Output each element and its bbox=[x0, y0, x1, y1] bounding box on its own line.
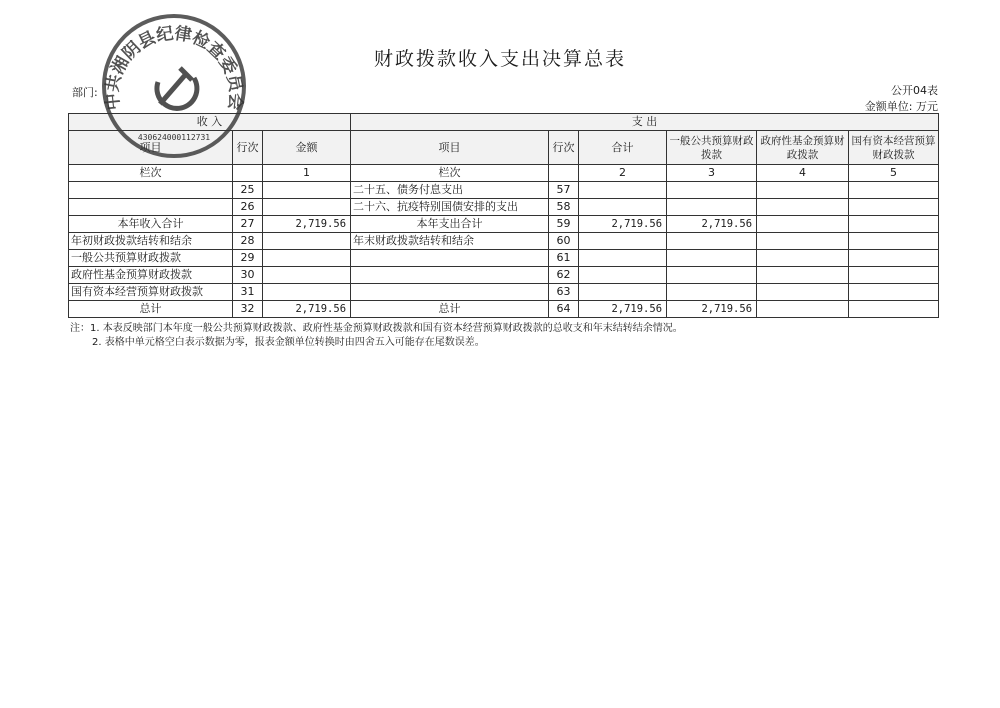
expense-total bbox=[579, 250, 667, 267]
general-budget-amount bbox=[667, 284, 757, 301]
state-capital-amount bbox=[849, 216, 939, 233]
gov-fund-amount bbox=[757, 216, 849, 233]
income-amount bbox=[263, 199, 351, 216]
expense-line: 60 bbox=[549, 233, 579, 250]
table-row bbox=[69, 182, 939, 199]
col-index: 2 bbox=[579, 165, 667, 182]
lanci-blank bbox=[233, 165, 263, 182]
expense-total bbox=[579, 233, 667, 250]
table-row bbox=[69, 301, 939, 318]
expense-total bbox=[579, 199, 667, 216]
gov-fund-amount bbox=[757, 199, 849, 216]
expense-item: 二十六、抗疫特别国债安排的支出 bbox=[351, 199, 549, 216]
header-expense-item: 项目 bbox=[351, 131, 549, 165]
seal-number: 430624000112731 bbox=[137, 133, 211, 142]
gov-fund-amount bbox=[757, 233, 849, 250]
general-budget-amount: 2,719.56 bbox=[667, 301, 757, 318]
footnote-line: 2. 表格中单元格空白表示数据为零，报表金额单位转换时由四舍五入可能存在尾数误差。 bbox=[92, 337, 485, 348]
amount-unit: 金额单位: 万元 bbox=[864, 100, 938, 113]
expense-item bbox=[351, 250, 549, 267]
income-amount bbox=[263, 267, 351, 284]
report-title: 财政拨款收入支出决算总表 bbox=[373, 48, 626, 70]
table-row bbox=[69, 233, 939, 250]
income-line: 28 bbox=[233, 233, 263, 250]
general-budget-amount bbox=[667, 199, 757, 216]
gov-fund-amount bbox=[757, 301, 849, 318]
income-amount bbox=[263, 284, 351, 301]
expense-total bbox=[579, 284, 667, 301]
income-header: 收 入 bbox=[69, 114, 351, 131]
gov-fund-amount bbox=[757, 182, 849, 199]
state-capital-amount bbox=[849, 250, 939, 267]
header-income-line: 行次 bbox=[233, 131, 263, 165]
gov-fund-amount bbox=[757, 267, 849, 284]
income-item: 总计 bbox=[69, 301, 233, 318]
expense-item: 二十五、债务付息支出 bbox=[351, 182, 549, 199]
general-budget-amount: 2,719.56 bbox=[667, 216, 757, 233]
expense-line: 64 bbox=[549, 301, 579, 318]
state-capital-amount bbox=[849, 233, 939, 250]
income-line: 30 bbox=[233, 267, 263, 284]
header-income-item: 项目 bbox=[69, 131, 233, 165]
general-budget-amount bbox=[667, 182, 757, 199]
income-item: 国有资本经营预算财政拨款 bbox=[69, 284, 233, 301]
expense-total: 2,719.56 bbox=[579, 301, 667, 318]
expense-total: 2,719.56 bbox=[579, 216, 667, 233]
state-capital-amount bbox=[849, 182, 939, 199]
expense-line: 62 bbox=[549, 267, 579, 284]
income-item: 政府性基金预算财政拨款 bbox=[69, 267, 233, 284]
income-amount bbox=[263, 182, 351, 199]
gov-fund-amount bbox=[757, 284, 849, 301]
col-index: 3 bbox=[667, 165, 757, 182]
income-item bbox=[69, 182, 233, 199]
table-row bbox=[69, 216, 939, 233]
expense-item bbox=[351, 267, 549, 284]
header-general-budget: 一般公共预算财政拨款 bbox=[667, 131, 757, 165]
expense-item bbox=[351, 284, 549, 301]
header-expense-line: 行次 bbox=[549, 131, 579, 165]
income-line: 31 bbox=[233, 284, 263, 301]
expense-line: 61 bbox=[549, 250, 579, 267]
income-amount bbox=[263, 233, 351, 250]
expense-line: 59 bbox=[549, 216, 579, 233]
income-line: 32 bbox=[233, 301, 263, 318]
income-item bbox=[69, 199, 233, 216]
lanci-blank bbox=[549, 165, 579, 182]
state-capital-amount bbox=[849, 199, 939, 216]
department-label: 部门: bbox=[72, 86, 98, 99]
expense-line: 63 bbox=[549, 284, 579, 301]
general-budget-amount bbox=[667, 233, 757, 250]
gov-fund-amount bbox=[757, 250, 849, 267]
expense-line: 58 bbox=[549, 199, 579, 216]
general-budget-amount bbox=[667, 267, 757, 284]
footnotes bbox=[70, 322, 683, 350]
expense-item: 总计 bbox=[351, 301, 549, 318]
footnote-line: 注：1. 本表反映部门本年度一般公共预算财政拨款、政府性基金预算财政拨款和国有资本经营预算财政拨款的总收支和年末结转结余情况。 bbox=[70, 323, 683, 334]
income-line: 29 bbox=[233, 250, 263, 267]
table-row bbox=[69, 267, 939, 284]
income-amount bbox=[263, 250, 351, 267]
income-amount: 2,719.56 bbox=[263, 301, 351, 318]
income-item: 一般公共预算财政拨款 bbox=[69, 250, 233, 267]
income-line: 27 bbox=[233, 216, 263, 233]
lanci-label: 栏次 bbox=[69, 165, 233, 182]
table-row bbox=[69, 199, 939, 216]
income-amount: 2,719.56 bbox=[263, 216, 351, 233]
header-total: 合计 bbox=[579, 131, 667, 165]
expense-header: 支 出 bbox=[351, 114, 939, 131]
income-line: 25 bbox=[233, 182, 263, 199]
expense-item: 年末财政拨款结转和结余 bbox=[351, 233, 549, 250]
expense-total bbox=[579, 267, 667, 284]
general-budget-amount bbox=[667, 250, 757, 267]
expense-total bbox=[579, 182, 667, 199]
header-state-capital: 国有资本经营预算财政拨款 bbox=[849, 131, 939, 165]
official-seal bbox=[100, 12, 248, 160]
col-index: 1 bbox=[263, 165, 351, 182]
income-item: 本年收入合计 bbox=[69, 216, 233, 233]
table-row bbox=[69, 284, 939, 301]
seal-text: 中共湘阴县纪律检查委员会 bbox=[102, 23, 246, 112]
col-index: 4 bbox=[757, 165, 849, 182]
income-item: 年初财政拨款结转和结余 bbox=[69, 233, 233, 250]
income-line: 26 bbox=[233, 199, 263, 216]
state-capital-amount bbox=[849, 284, 939, 301]
form-number: 公开04表 bbox=[891, 84, 938, 97]
header-income-amount: 金额 bbox=[263, 131, 351, 165]
table-row bbox=[69, 250, 939, 267]
expense-item: 本年支出合计 bbox=[351, 216, 549, 233]
hammer-sickle-icon bbox=[157, 68, 197, 108]
lanci-label: 栏次 bbox=[351, 165, 549, 182]
col-index: 5 bbox=[849, 165, 939, 182]
state-capital-amount bbox=[849, 301, 939, 318]
expense-line: 57 bbox=[549, 182, 579, 199]
header-gov-fund: 政府性基金预算财政拨款 bbox=[757, 131, 849, 165]
state-capital-amount bbox=[849, 267, 939, 284]
